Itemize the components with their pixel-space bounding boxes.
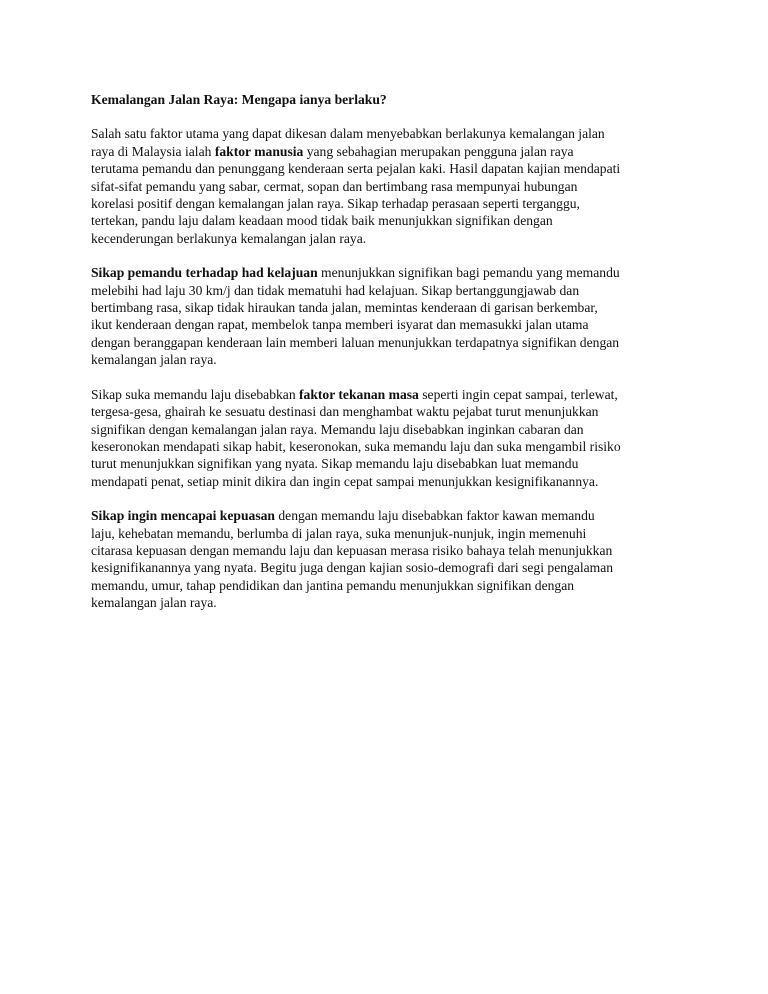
- text-line: raya di Malaysia ialah faktor manusia yang sebahagian merupakan pengguna jalan raya: [91, 143, 574, 159]
- text-line: kecenderungan berlakunya kemalangan jalan raya.: [91, 230, 367, 246]
- text-line: tertekan, pandu laju dalam keadaan mood tidak baik menunjukkan signifikan dengan: [91, 213, 553, 229]
- text-line: Sikap ingin mencapai kepuasan dengan memandu laju disebabkan faktor kawan memandu: [91, 508, 595, 524]
- text-line: signifikan dengan kemalangan jalan raya. Memandu laju disebabkan inginkan cabaran dan: [91, 421, 584, 437]
- bold-phrase: Sikap ingin mencapai kepuasan: [91, 508, 275, 524]
- text-line: terutama pemandu dan penunggang kenderaan serta pejalan kaki. Hasil dapatan kajian mendapati: [91, 161, 621, 177]
- paragraph-2: [91, 264, 683, 368]
- document-body: [91, 125, 683, 611]
- text-line: melebihi had laju 30 km/j dan tidak mematuhi had kelajuan. Sikap bertanggungjawab dan: [91, 282, 580, 298]
- text-line: kemalangan jalan raya.: [91, 595, 217, 611]
- paragraph-3: [91, 386, 683, 490]
- text-line: Sikap suka memandu laju disebabkan faktor tekanan masa seperti ingin cepat sampai, terlewat,: [91, 386, 618, 402]
- text-line: turut menunjukkan signifikan yang nyata. Sikap memandu laju disebabkan luat memandu: [91, 456, 579, 472]
- bold-phrase: faktor tekanan masa: [299, 386, 419, 402]
- text-line: keseronokan mendapati sikap habit, keseronokan, suka memandu laju dan suka mengambil risiko: [91, 438, 621, 454]
- text-line: korelasi positif dengan kemalangan jalan raya. Sikap terhadap perasaan seperti terganggu,: [91, 196, 580, 212]
- document-page: [91, 91, 683, 629]
- text-line: kemalangan jalan raya.: [91, 352, 217, 368]
- paragraph-1: [91, 125, 683, 247]
- text-line: citarasa kepuasan dengan memandu laju dan kepuasan merasa risiko bahaya telah menunjukkan: [91, 542, 613, 558]
- text-line: tergesa-gesa, ghairah ke sesuatu destinasi dan menghambat waktu pejabat turut menunjukkan: [91, 404, 599, 420]
- text-line: sifat-sifat pemandu yang sabar, cermat, sopan dan bertimbang rasa mempunyai hubungan: [91, 178, 578, 194]
- text-line: Salah satu faktor utama yang dapat dikesan dalam menyebabkan berlakunya kemalangan jalan: [91, 126, 605, 142]
- text-line: Sikap pemandu terhadap had kelajuan menunjukkan signifikan bagi pemandu yang memandu: [91, 265, 620, 281]
- text-line: kesignifikanannya yang nyata. Begitu juga dengan kajian sosio-demografi dari segi pengalaman: [91, 560, 614, 576]
- paragraph-4: [91, 507, 683, 611]
- text-line: memandu, umur, tahap pendidikan dan jantina pemandu menunjukkan signifikan dengan: [91, 577, 575, 593]
- document-title: Kemalangan Jalan Raya: Mengapa ianya berlaku?: [91, 92, 387, 107]
- text-line: bertimbang rasa, sikap tidak hiraukan tanda jalan, memintas kenderaan di garisan berkembar,: [91, 300, 598, 316]
- bold-phrase: Sikap pemandu terhadap had kelajuan: [91, 265, 318, 281]
- text-line: dengan beranggapan kenderaan lain memberi laluan menunjukkan terdapatnya signifikan dengan: [91, 334, 620, 350]
- text-line: laju, kehebatan memandu, berlumba di jalan raya, suka menunjuk-nunjuk, ingin memenuhi: [91, 525, 587, 541]
- text-line: mendapati penat, setiap minit dikira dan ingin cepat sampai menunjukkan kesignifikanannya.: [91, 473, 599, 489]
- bold-phrase: faktor manusia: [214, 143, 304, 159]
- text-line: ikut kenderaan dengan rapat, membelok tanpa memberi isyarat dan memasukki jalan utama: [91, 317, 589, 333]
